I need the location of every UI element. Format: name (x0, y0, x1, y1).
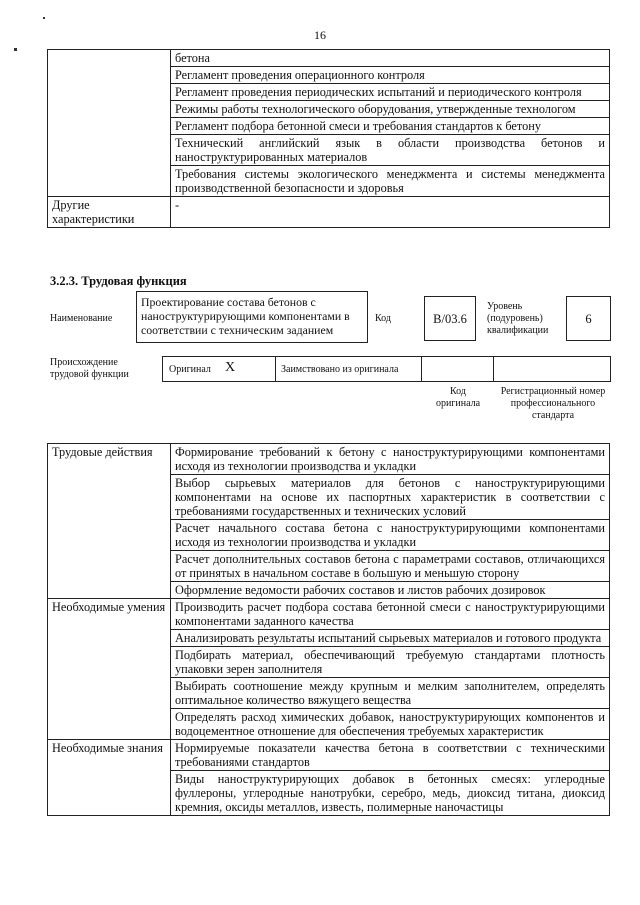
table-row: Регламент проведения периодических испытаний и периодического контроля (171, 84, 610, 101)
table-row: Производить расчет подбора состава бетонной смеси с наноструктурирующими компонентами заданного качества (171, 599, 610, 630)
table-row: Формирование требований к бетону с наноструктурирующими компонентами исходя из технологии производства и укладки (171, 444, 610, 475)
level-label: Уровень (подуровень) квалификации (487, 301, 549, 336)
table-row: Режимы работы технологического оборудования, утвержденные технологом (171, 101, 610, 118)
table-row: Оформление ведомости рабочих составов и листов рабочих дозировок (171, 582, 610, 599)
table-row: Регламент проведения операционного контроля (171, 67, 610, 84)
table-row: Подбирать материал, обеспечивающий требуемую стандартами плотность упаковки зерен заполнителя (171, 647, 610, 678)
origin-code-caption: Код оригинала (435, 386, 481, 409)
table-row: Виды наноструктурирующих добавок в бетонных смесях: углеродные фуллероны, углеродные нанотрубки, серебро, медь, диоксид титана, диоксид кремния, оксиды металлов, известь, полимерные наночастицы (171, 771, 610, 816)
table-row: Определять расход химических добавок, наноструктурирующих компонентов и водоцементное отношение для обеспечения требуемых характеристик (171, 709, 610, 740)
registration-caption: Регистрационный номер профессионального стандарта (500, 386, 606, 421)
table-row: Нормируемые показатели качества бетона в соответствии с техническими требованиями стандартов (171, 740, 610, 771)
page-number: 16 (314, 28, 326, 42)
table-row: Технический английский язык в области производства бетонов и наноструктурированных материалов (171, 135, 610, 166)
other-characteristics-value: - (171, 197, 610, 228)
function-code-box: B/03.6 (424, 296, 476, 341)
original-mark: X (225, 360, 236, 375)
knowledge-continuation-table (47, 49, 610, 228)
table-row: Анализировать результаты испытаний сырьевых материалов и готового продукта (171, 630, 610, 647)
label-cell-empty (48, 50, 171, 197)
group-label-actions: Трудовые действия (48, 444, 171, 599)
original-label: Оригинал (169, 364, 211, 375)
function-name-box: Проектирование состава бетонов с наноструктурирующими компонентами в соответствии с техническим заданием (136, 291, 368, 343)
section-title: 3.2.3. Трудовая функция (50, 274, 187, 288)
origin-box (162, 356, 611, 382)
group-label-knowledge: Необходимые знания (48, 740, 171, 816)
borrowed-label: Заимствовано из оригинала (281, 364, 399, 375)
table-row: Выбирать соотношение между крупным и мелким заполнителем, определять оптимальное количество вяжущего вещества (171, 678, 610, 709)
name-label: Наименование (50, 313, 113, 324)
scan-dot (14, 48, 17, 51)
table-row: Регламент подбора бетонной смеси и требования стандартов к бетону (171, 118, 610, 135)
table-row: бетона (171, 50, 610, 67)
table-row: Расчет дополнительных составов бетона с параметрами составов, отличающихся от принятых в начальном составе в большую и меньшую сторону (171, 551, 610, 582)
other-characteristics-label: Другие характеристики (48, 197, 171, 228)
table-row: Расчет начального состава бетона с наноструктурирующими компонентами исходя из технологии производства и укладки (171, 520, 610, 551)
scan-dot (43, 17, 45, 19)
table-row: Выбор сырьевых материалов для бетонов с наноструктурирующими компонентами на основе их паспортных характеристик в соответствии с требованиями государственных и технических условий (171, 475, 610, 520)
function-details-table (47, 443, 610, 816)
level-value-box: 6 (566, 296, 611, 341)
code-label: Код (375, 313, 391, 324)
group-label-skills: Необходимые умения (48, 599, 171, 740)
table-row: Требования системы экологического менеджмента и системы менеджмента производственной безопасности и здоровья (171, 166, 610, 197)
origin-label: Происхождение трудовой функции (50, 357, 129, 380)
